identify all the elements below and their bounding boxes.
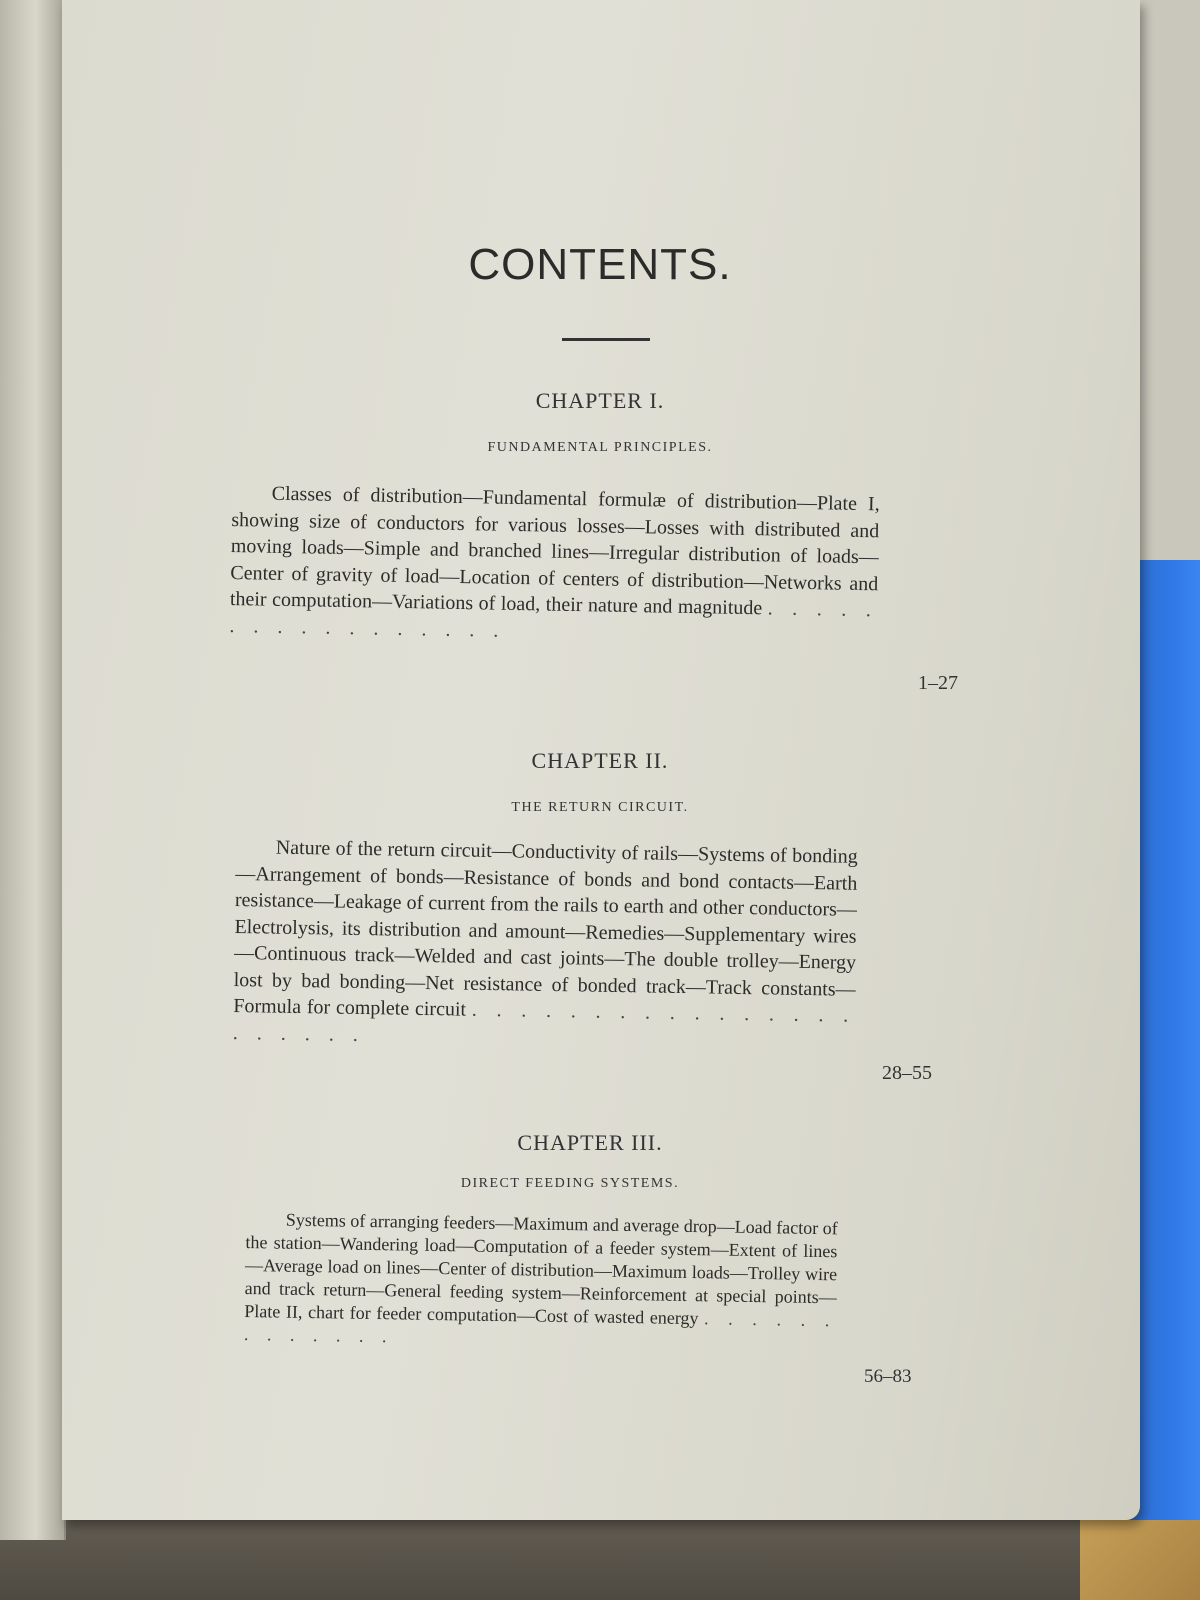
title-rule [562,338,650,341]
chapter-2-pages: 28–55 [882,1062,932,1084]
chapter-1-text: Classes of distribution—Fundamental formulæ of distribution—Plate I, showing size of conductors for various losses—Losses with distributed and moving loads—Simple and branched lines—Irregular distribution of loads—Center of gravity of load—Location of centers of distribution—Networks and their computation—Variations of load, their nature and magnitude [229,482,880,620]
chapter-2-subtitle: THE RETURN CIRCUIT. [511,800,689,815]
chapter-1-subtitle: FUNDAMENTAL PRINCIPLES. [487,440,713,455]
chapter-1-heading: CHAPTER I. [535,388,665,413]
chapter-2-description [233,834,858,1056]
chapter-3-pages: 56–83 [864,1366,912,1387]
chapter-3-leader: . . . . . . . . . . . . . [243,1308,837,1347]
blue-background [1130,560,1200,1520]
chapter-2-heading: CHAPTER II. [531,748,669,773]
chapter-3-subtitle: DIRECT FEEDING SYSTEMS. [460,1176,680,1191]
chapter-3-description [244,1208,838,1355]
book-spine-edge [0,0,66,1540]
chapter-1-pages: 1–27 [918,672,958,694]
chapter-3-heading: CHAPTER III. [517,1130,663,1155]
chapter-2-text: Nature of the return circuit—Conductivity of rails—Systems of bonding—Arrangement of bonds—Resistance of bonds and bond contacts—Earth resistance—Leakage of current from the rails to earth and other conductors—Electrolysis, its distribution and amount—Remedies—Supplementary wires—Continuous track—Welded and cast joints—The double trolley—Energy lost by bad bonding—Net resistance of bonded track—Track constants—Formula for complete circuit [233,836,858,1021]
chapter-3-text: Systems of arranging feeders—Maximum and average drop—Load factor of the station—Wandering load—Computation of a feeder system—Extent of lines—Average load on lines—Center of distribution—Maximum loads—Trolley wire and track return—General feeding system—Reinforcement at special points—Plate II, chart for feeder computation—Cost of wasted energy [244,1209,838,1329]
chapter-1-description [229,480,880,650]
page-title: CONTENTS. [468,240,732,289]
chapter-2-leader: . . . . . . . . . . . . . . . . . . . . . . [232,998,856,1046]
chapter-1-leader: . . . . . . . . . . . . . . . . . [229,597,879,642]
